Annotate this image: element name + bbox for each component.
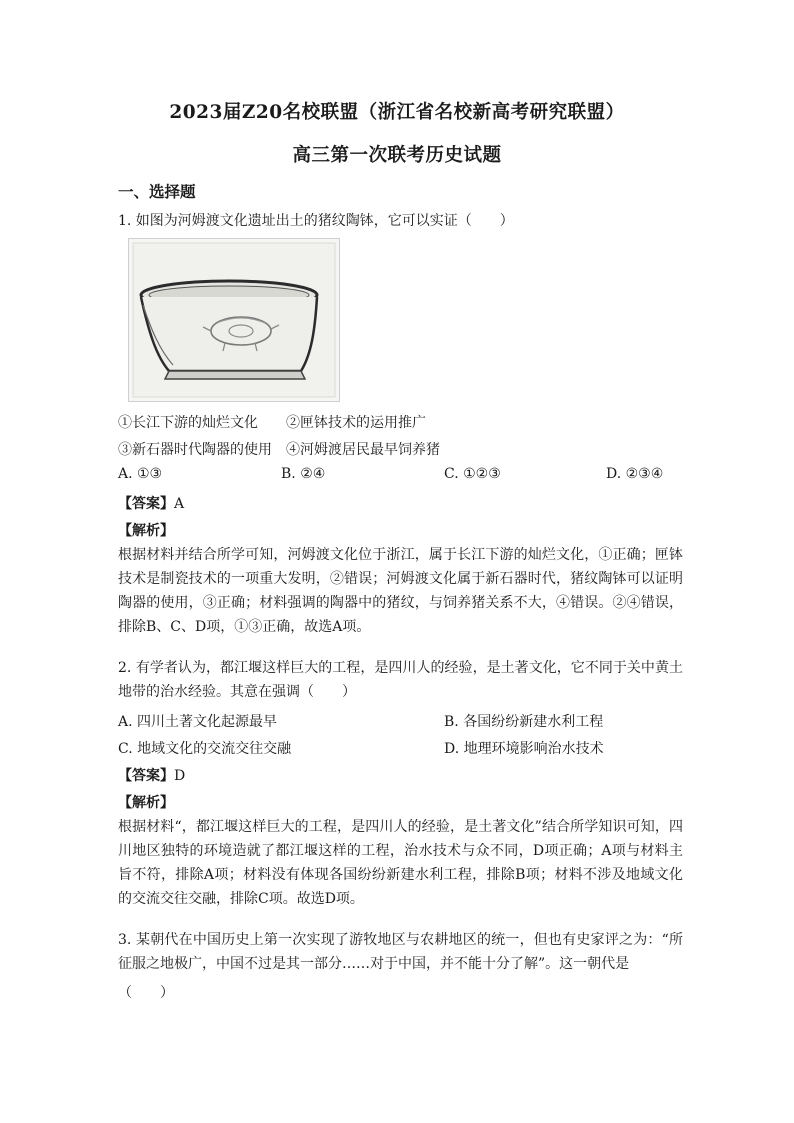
answer-tag: 【答案】 [118, 768, 174, 784]
question-3-blank: （ ） [118, 985, 174, 1001]
pottery-bowl-figure [128, 238, 340, 402]
question-3-stem: 3. 某朝代在中国历史上第一次实现了游牧地区与农耕地区的统一，但也有史家评之为：“所征服之地极广，中国不过是其一部分……对于中国，并不能十分了解”。这一朝代是 [118, 932, 683, 972]
question-1-option-a: A. ①③ [118, 466, 163, 482]
section-heading: 一、选择题 [118, 182, 196, 201]
answer-tag: 【答案】 [118, 496, 174, 512]
question-1-analysis: 根据材料并结合所学可知，河姆渡文化位于浙江，属于长江下游的灿烂文化，①正确；匣钵技术是制瓷技术的一项重大发明，②错误；河姆渡文化属于新石器时代，猪纹陶钵可以证明陶器的使用，③正确；材料强调的陶器中的猪纹，与饲养猪关系不大，④错误。②④错误，排除B、C、D项，①③正确，故选A项。 [118, 547, 683, 635]
question-1-items-line-1: ①长江下游的灿烂文化 ②匣钵技术的运用推广 [118, 415, 426, 431]
question-2-analysis: 根据材料“，都江堰这样巨大的工程，是四川人的经验，是土著文化”结合所学知识可知，四川地区独特的环境造就了都江堰这样的工程，治水技术与众不同，D项正确；A项与材料主旨不符，排除A项；材料没有体现各国纷纷新建水利工程，排除B项；材料不涉及地域文化的交流交往交融，排除C项。故选D项。 [118, 819, 683, 907]
question-1-answer [118, 493, 184, 513]
question-1-option-d: D. ②③④ [606, 466, 664, 482]
question-1-stem: 1. 如图为河姆渡文化遗址出土的猪纹陶钵，它可以实证（ ） [118, 213, 514, 229]
page-subtitle: 高三第一次联考历史试题 [292, 145, 502, 166]
question-2-answer [118, 765, 185, 785]
question-2-stem: 2. 有学者认为，都江堰这样巨大的工程，是四川人的经验，是土著文化，它不同于关中黄土地带的治水经验。其意在强调（ ） [118, 660, 683, 700]
question-2-analysis-tag: 【解析】 [118, 795, 174, 811]
question-2-option-d: D. 地理环境影响治水技术 [444, 741, 604, 757]
question-2-option-c: C. 地域文化的交流交往交融 [118, 741, 292, 757]
page-title: 2023届Z20名校联盟（浙江省名校新高考研究联盟） [169, 102, 625, 123]
question-2-option-a: A. 四川土著文化起源最早 [118, 714, 278, 730]
question-1-option-c: C. ①②③ [444, 466, 501, 482]
question-1-items-line-2: ③新石器时代陶器的使用 ④河姆渡居民最早饲养猪 [118, 442, 440, 458]
answer-value: A [174, 496, 185, 512]
question-1-analysis-tag: 【解析】 [118, 523, 174, 539]
answer-value: D [174, 768, 186, 784]
question-1-option-b: B. ②④ [281, 466, 326, 482]
question-2-option-b: B. 各国纷纷新建水利工程 [444, 714, 604, 730]
pig-pattern-bowl-image [129, 239, 339, 401]
